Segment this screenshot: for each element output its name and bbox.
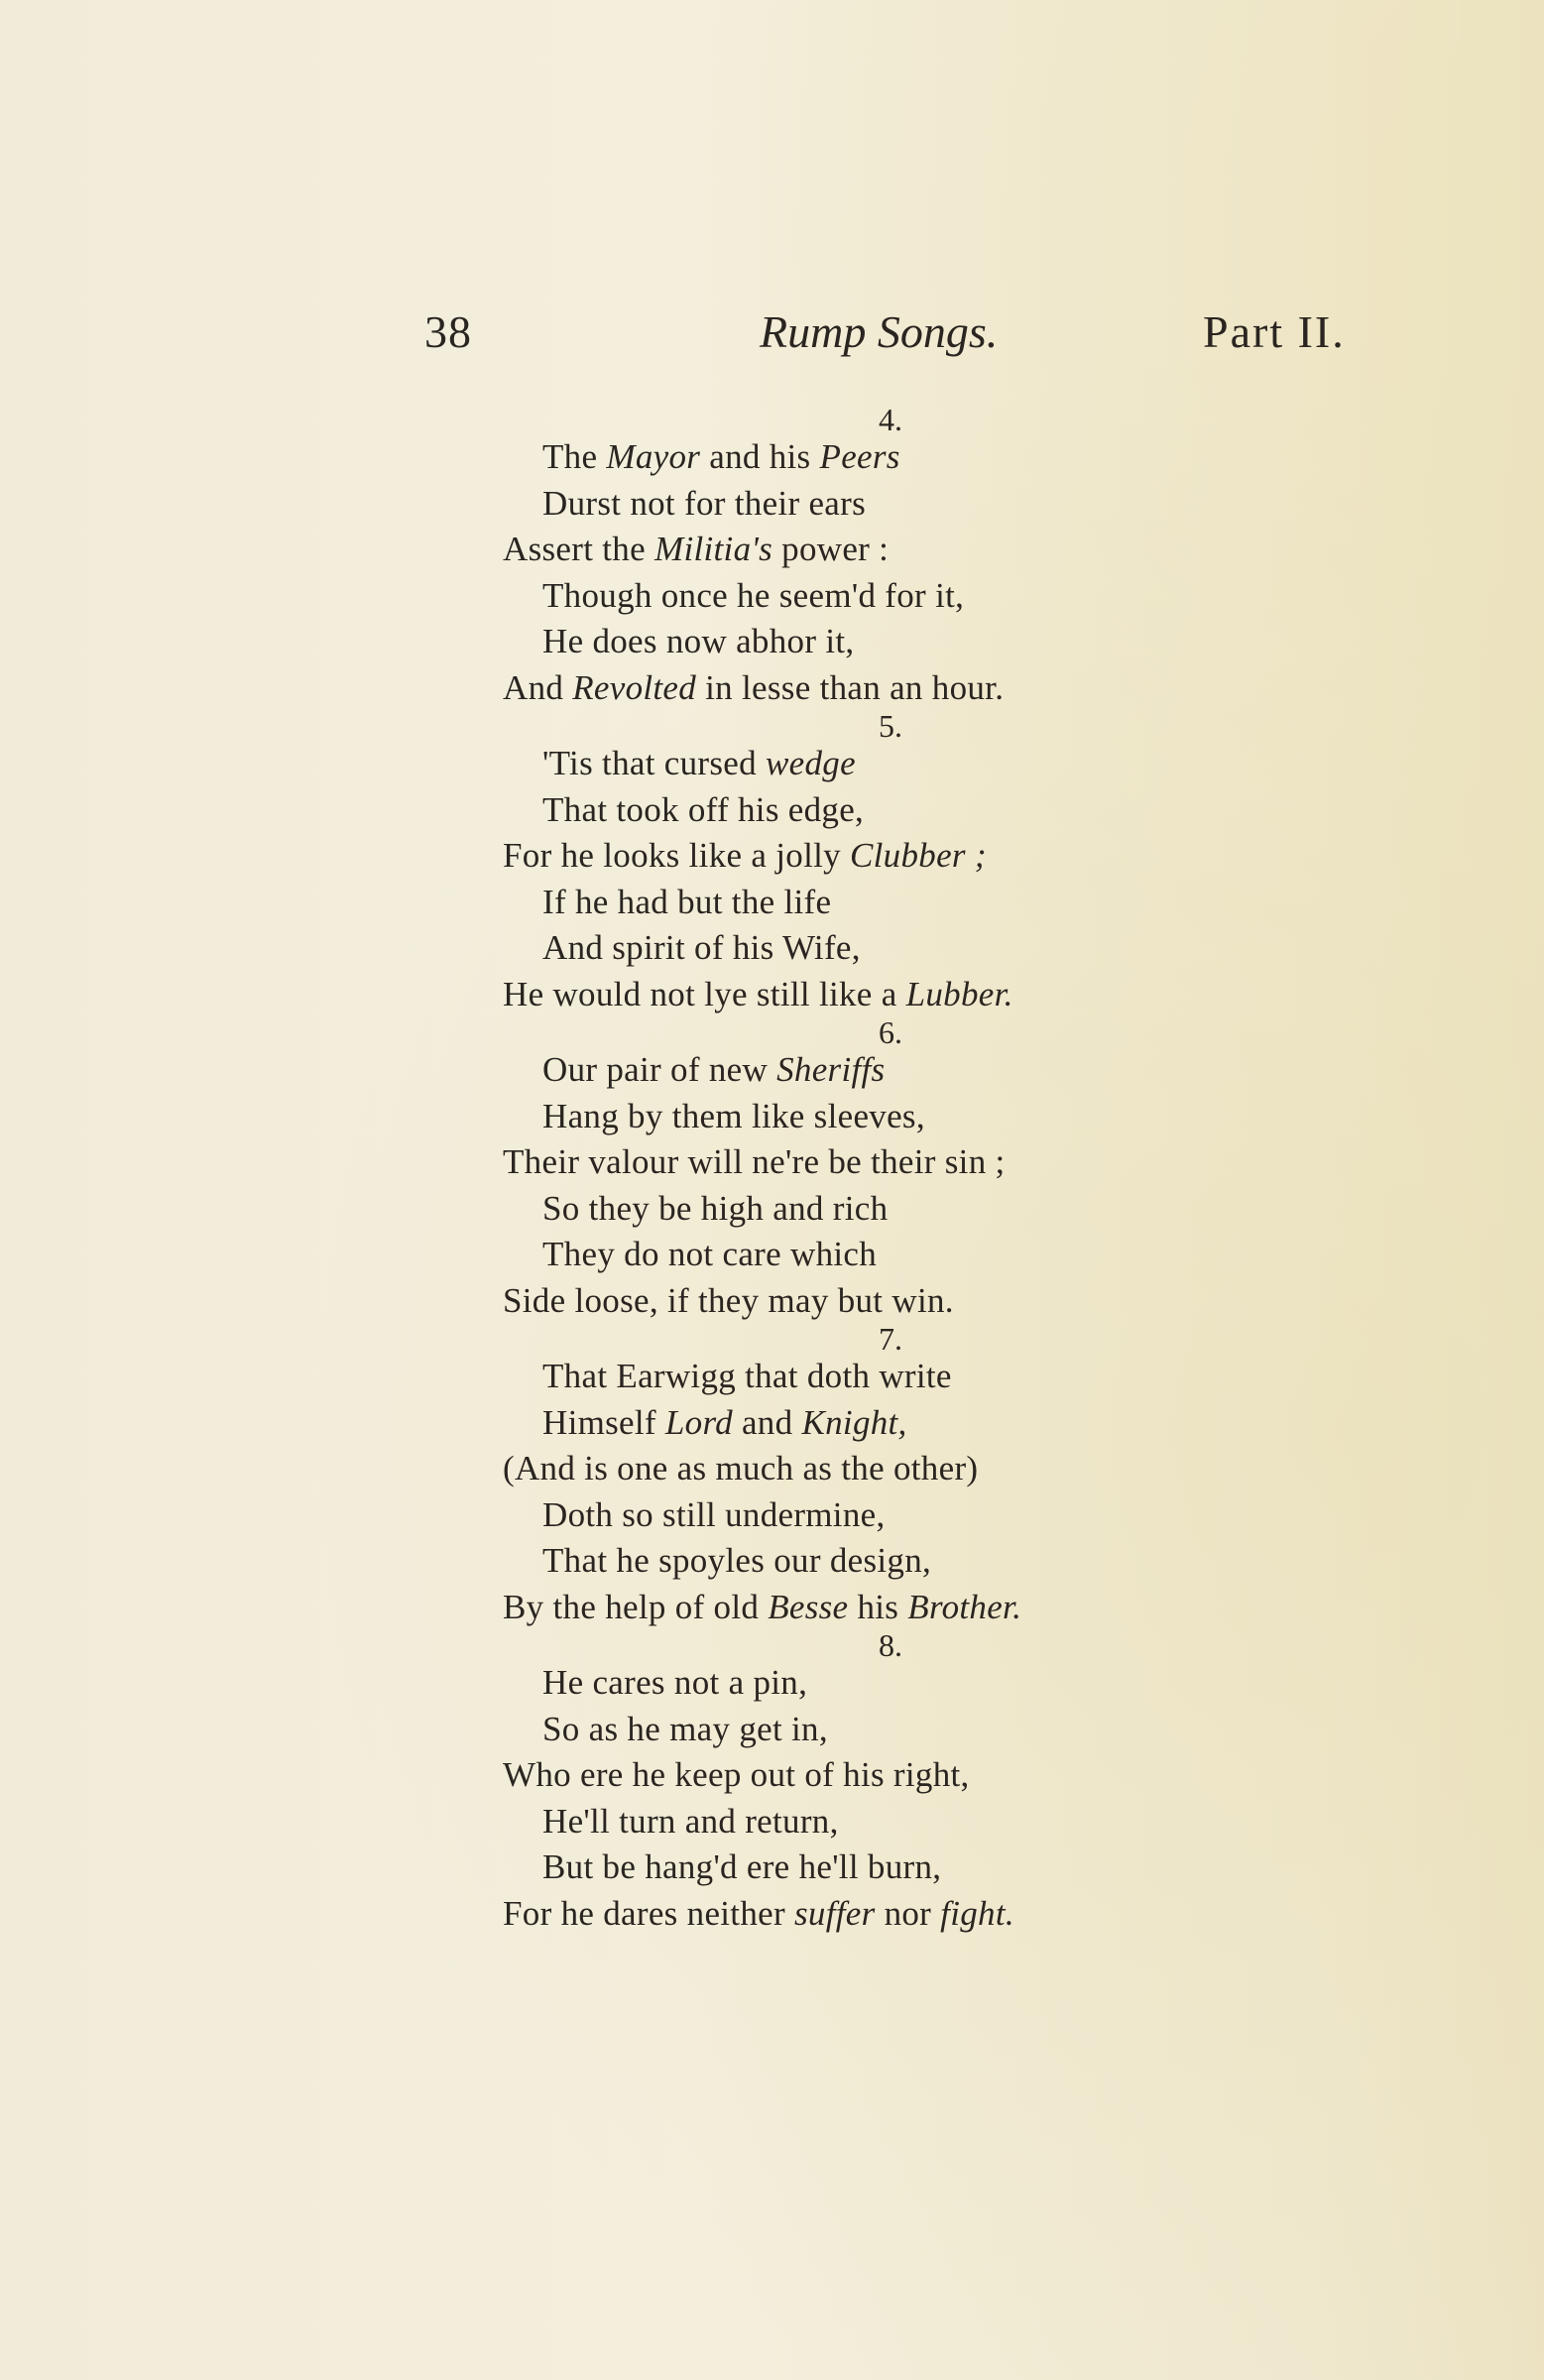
verse-line	[0, 1799, 1544, 1845]
verse-line	[0, 573, 1544, 620]
verse-line	[0, 741, 1544, 787]
italic-word: Knight,	[801, 1402, 907, 1442]
verse-line	[0, 1354, 1544, 1400]
verse-text: For he looks like a jolly	[503, 836, 850, 875]
verse-text: He cares not a pin,	[542, 1663, 808, 1702]
verse-text: Who ere he keep out of his right,	[503, 1755, 970, 1794]
verse-text: And	[503, 667, 573, 707]
verse-text: 'Tis that cursed	[542, 744, 766, 782]
page-number: 38	[424, 306, 472, 357]
verse-line	[0, 527, 1544, 573]
verse-line	[0, 1186, 1544, 1233]
verse-line	[0, 1047, 1544, 1094]
verse-text: and his	[700, 437, 820, 476]
verse-text: That Earwigg that doth write	[542, 1357, 952, 1395]
italic-word: suffer	[793, 1893, 876, 1933]
verse-line	[0, 1400, 1544, 1447]
verse-text: But be hang'd ere he'll burn,	[542, 1847, 942, 1886]
italic-word: Sheriffs	[776, 1050, 886, 1089]
verse-text: They do not care which	[542, 1235, 878, 1273]
italic-word: Lord	[664, 1402, 733, 1442]
verse-text: Durst not for their ears	[542, 483, 866, 523]
italic-word: Peers	[819, 437, 900, 476]
verse-line	[0, 481, 1544, 528]
verse-text: He'll turn and return,	[542, 1801, 839, 1841]
italic-word: Besse	[768, 1587, 849, 1626]
running-head	[0, 298, 1544, 367]
verse-line	[0, 1660, 1544, 1707]
italic-word: Clubber ;	[850, 836, 987, 875]
stanza	[0, 402, 1544, 711]
verse-text: So as he may get in,	[542, 1709, 828, 1748]
verse-line	[0, 1891, 1544, 1938]
italic-word: Brother.	[907, 1587, 1022, 1626]
stanza-number: 4.	[879, 402, 902, 437]
italic-word: wedge	[765, 744, 856, 782]
stanza	[0, 1627, 1544, 1937]
poem-body	[0, 402, 1544, 1937]
verse-text: That he spoyles our design,	[542, 1541, 932, 1580]
verse-line	[0, 1278, 1544, 1325]
verse-line	[0, 972, 1544, 1018]
verse-text: By the help of old	[503, 1587, 769, 1626]
stanza	[0, 1014, 1544, 1324]
verse-line	[0, 925, 1544, 972]
verse-text: (And is one as much as the other)	[503, 1449, 979, 1488]
verse-line	[0, 619, 1544, 665]
verse-line	[0, 665, 1544, 712]
verse-text: Our pair of new	[542, 1050, 777, 1089]
verse-line	[0, 1538, 1544, 1585]
verse-line	[0, 1492, 1544, 1539]
verse-text: Assert the	[503, 530, 654, 568]
verse-text: his	[848, 1587, 908, 1626]
verse-line	[0, 1844, 1544, 1891]
verse-line	[0, 1446, 1544, 1492]
running-title: Rump Songs.	[760, 306, 999, 357]
verse-line	[0, 1232, 1544, 1278]
verse-text: and	[732, 1402, 802, 1442]
verse-text: Their valour will ne're be their sin ;	[503, 1142, 1006, 1181]
verse-text: He does now abhor it,	[542, 622, 855, 660]
verse-text: The	[542, 437, 607, 476]
verse-line	[0, 1585, 1544, 1631]
verse-line	[0, 1139, 1544, 1186]
verse-text: That took off his edge,	[542, 789, 865, 829]
stanza-number: 6.	[879, 1014, 902, 1050]
verse-text: Doth so still undermine,	[542, 1494, 886, 1534]
italic-word: fight.	[940, 1893, 1014, 1933]
verse-text: So they be high and rich	[542, 1188, 889, 1228]
verse-line	[0, 434, 1544, 481]
verse-text: Himself	[542, 1402, 665, 1442]
italic-word: Militia's	[654, 530, 773, 568]
verse-line	[0, 1752, 1544, 1799]
verse-text: If he had but the life	[542, 882, 832, 921]
verse-line	[0, 880, 1544, 926]
verse-text: Hang by them like sleeves,	[542, 1096, 925, 1135]
stanza-number: 7.	[879, 1321, 902, 1357]
verse-text: power :	[772, 530, 890, 568]
verse-text: For he dares neither	[503, 1893, 794, 1933]
stanza-number: 5.	[879, 708, 902, 744]
verse-line	[0, 833, 1544, 880]
verse-text: in lesse than an hour.	[696, 667, 1005, 707]
italic-word: Revolted	[572, 667, 697, 707]
stanza	[0, 708, 1544, 1017]
verse-line	[0, 787, 1544, 834]
verse-text: Though once he seem'd for it,	[542, 575, 965, 615]
verse-line	[0, 1707, 1544, 1753]
verse-text: He would not lye still like a	[503, 974, 906, 1013]
stanza	[0, 1321, 1544, 1630]
italic-word: Lubber.	[905, 974, 1013, 1013]
part-label: Part II.	[1203, 306, 1346, 357]
verse-text: nor	[875, 1893, 941, 1933]
verse-line	[0, 1094, 1544, 1140]
italic-word: Mayor	[606, 437, 701, 476]
stanza-number: 8.	[879, 1627, 902, 1663]
verse-text: Side loose, if they may but win.	[503, 1280, 954, 1320]
verse-text: And spirit of his Wife,	[542, 928, 861, 967]
